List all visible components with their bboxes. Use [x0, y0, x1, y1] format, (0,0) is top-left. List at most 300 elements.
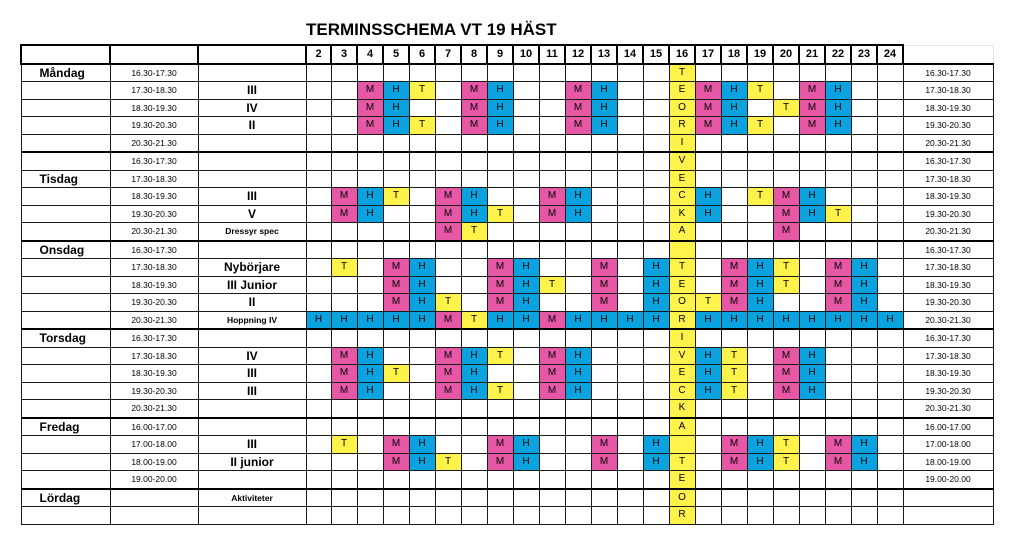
schedule-cell — [565, 400, 591, 418]
schedule-cell: H — [747, 276, 773, 294]
schedule-cell — [851, 329, 877, 347]
schedule-cell — [617, 188, 643, 206]
schedule-cell — [306, 152, 331, 170]
schedule-cell — [877, 418, 903, 436]
schedule-cell — [773, 170, 799, 188]
schedule-cell: T — [487, 382, 513, 400]
schedule-cell — [643, 64, 669, 82]
schedule-cell — [773, 64, 799, 82]
schedule-cell — [851, 223, 877, 241]
schedule-cell — [409, 152, 435, 170]
schedule-cell: T — [487, 205, 513, 223]
time-cell: 19.30-20.30 — [110, 205, 198, 223]
schedule-cell — [721, 418, 747, 436]
schedule-cell — [877, 453, 903, 471]
schedule-cell — [591, 507, 617, 525]
schedule-cell: H — [565, 205, 591, 223]
schedule-cell — [825, 382, 851, 400]
schedule-cell: H — [747, 294, 773, 312]
schedule-cell — [461, 471, 487, 489]
right-time-cell: 16.30-17.30 — [903, 152, 993, 170]
schedule-cell — [773, 117, 799, 135]
schedule-cell: M — [383, 294, 409, 312]
schedule-cell: M — [721, 259, 747, 277]
teori-cell — [669, 241, 695, 259]
schedule-cell: H — [591, 82, 617, 100]
schedule-cell — [435, 99, 461, 117]
schedule-cell — [357, 64, 383, 82]
schedule-cell — [435, 507, 461, 525]
schedule-cell — [799, 152, 825, 170]
teori-cell: E — [669, 365, 695, 383]
schedule-row — [21, 117, 993, 135]
teori-cell: I — [669, 329, 695, 347]
schedule-cell: H — [383, 311, 409, 329]
week-header: 3 — [331, 45, 357, 64]
schedule-cell — [383, 134, 409, 152]
schedule-cell — [513, 205, 539, 223]
schedule-cell — [461, 453, 487, 471]
teori-cell: E — [669, 170, 695, 188]
schedule-cell — [773, 471, 799, 489]
schedule-cell: M — [773, 365, 799, 383]
schedule-cell — [747, 170, 773, 188]
schedule-cell: M — [773, 188, 799, 206]
schedule-cell — [409, 205, 435, 223]
schedule-cell — [747, 152, 773, 170]
schedule-cell — [383, 418, 409, 436]
schedule-cell — [825, 152, 851, 170]
schedule-cell — [643, 170, 669, 188]
schedule-cell — [799, 436, 825, 454]
schedule-cell — [435, 400, 461, 418]
schedule-cell — [435, 64, 461, 82]
schedule-cell: H — [565, 188, 591, 206]
schedule-cell — [306, 82, 331, 100]
schedule-cell — [799, 259, 825, 277]
schedule-cell — [773, 507, 799, 525]
schedule-cell: T — [487, 347, 513, 365]
time-cell: 18.30-19.30 — [110, 276, 198, 294]
schedule-cell — [306, 134, 331, 152]
schedule-row — [21, 82, 993, 100]
schedule-row — [21, 365, 993, 383]
schedule-cell — [721, 152, 747, 170]
schedule-cell — [591, 64, 617, 82]
schedule-cell: H — [695, 365, 721, 383]
level-cell — [198, 400, 306, 418]
day-cell — [21, 276, 110, 294]
schedule-cell — [747, 471, 773, 489]
schedule-cell — [539, 294, 565, 312]
schedule-cell — [773, 294, 799, 312]
schedule-cell — [435, 170, 461, 188]
schedule-cell — [773, 418, 799, 436]
schedule-cell — [306, 259, 331, 277]
schedule-cell — [851, 489, 877, 507]
schedule-cell: H — [695, 188, 721, 206]
schedule-cell — [591, 382, 617, 400]
right-time-cell: 18.30-19.30 — [903, 99, 993, 117]
schedule-cell: H — [487, 117, 513, 135]
schedule-cell — [513, 117, 539, 135]
schedule-cell: H — [357, 382, 383, 400]
day-cell — [21, 259, 110, 277]
schedule-cell: H — [409, 276, 435, 294]
schedule-cell — [306, 489, 331, 507]
schedule-cell: H — [643, 259, 669, 277]
schedule-cell: H — [409, 436, 435, 454]
schedule-cell — [306, 507, 331, 525]
schedule-cell: M — [357, 82, 383, 100]
time-cell: 16.30-17.30 — [110, 152, 198, 170]
schedule-cell — [799, 507, 825, 525]
schedule-cell — [877, 134, 903, 152]
level-cell: III — [198, 382, 306, 400]
teori-cell: O — [669, 489, 695, 507]
schedule-cell — [617, 99, 643, 117]
schedule-cell: H — [877, 311, 903, 329]
schedule-cell: H — [409, 453, 435, 471]
schedule-cell: M — [591, 276, 617, 294]
schedule-cell: M — [331, 365, 357, 383]
schedule-cell — [383, 329, 409, 347]
level-cell: III — [198, 436, 306, 454]
schedule-cell — [306, 64, 331, 82]
schedule-cell — [306, 99, 331, 117]
schedule-cell — [357, 418, 383, 436]
schedule-cell: M — [539, 382, 565, 400]
level-cell: II — [198, 294, 306, 312]
schedule-row — [21, 382, 993, 400]
schedule-cell — [539, 152, 565, 170]
schedule-cell — [643, 99, 669, 117]
schedule-cell — [825, 489, 851, 507]
schedule-cell — [695, 259, 721, 277]
teori-cell: A — [669, 418, 695, 436]
schedule-cell — [306, 117, 331, 135]
schedule-cell: M — [383, 453, 409, 471]
schedule-cell — [877, 471, 903, 489]
teori-cell: V — [669, 152, 695, 170]
schedule-cell: M — [565, 82, 591, 100]
schedule-cell — [565, 170, 591, 188]
schedule-cell: M — [487, 294, 513, 312]
schedule-cell — [513, 400, 539, 418]
schedule-cell — [539, 82, 565, 100]
schedule-cell — [591, 400, 617, 418]
teori-cell: R — [669, 311, 695, 329]
schedule-cell — [799, 241, 825, 259]
schedule-cell — [539, 329, 565, 347]
schedule-cell — [357, 507, 383, 525]
schedule-cell — [877, 507, 903, 525]
schedule-cell — [747, 489, 773, 507]
schedule-cell: H — [461, 365, 487, 383]
right-time-cell: 19.30-20.30 — [903, 117, 993, 135]
schedule-cell — [877, 64, 903, 82]
schedule-cell: H — [591, 99, 617, 117]
schedule-cell: M — [721, 276, 747, 294]
schedule-cell: M — [721, 453, 747, 471]
schedule-cell — [877, 82, 903, 100]
schedule-cell: T — [721, 365, 747, 383]
schedule-cell — [357, 259, 383, 277]
schedule-cell: M — [357, 99, 383, 117]
schedule-cell — [799, 400, 825, 418]
schedule-cell — [513, 152, 539, 170]
schedule-cell — [591, 134, 617, 152]
schedule-cell: H — [617, 311, 643, 329]
schedule-cell — [331, 400, 357, 418]
header-time-cell — [110, 45, 198, 64]
schedule-cell — [825, 134, 851, 152]
time-cell: 18.30-19.30 — [110, 365, 198, 383]
schedule-row — [21, 507, 993, 525]
schedule-cell: M — [331, 347, 357, 365]
schedule-cell — [877, 223, 903, 241]
schedule-cell: M — [565, 117, 591, 135]
day-cell: Lördag — [21, 489, 110, 507]
schedule-row — [21, 223, 993, 241]
schedule-cell — [643, 471, 669, 489]
schedule-cell — [487, 170, 513, 188]
schedule-cell: H — [461, 205, 487, 223]
right-time-cell: 17.30-18.30 — [903, 259, 993, 277]
schedule-cell — [773, 82, 799, 100]
schedule-cell — [825, 347, 851, 365]
time-cell: 17.00-18.00 — [110, 436, 198, 454]
schedule-cell — [617, 205, 643, 223]
schedule-cell — [539, 400, 565, 418]
schedule-cell — [851, 418, 877, 436]
time-cell: 19.30-20.30 — [110, 117, 198, 135]
schedule-row — [21, 134, 993, 152]
week-header: 5 — [383, 45, 409, 64]
level-cell: III — [198, 188, 306, 206]
right-time-cell: 19.30-20.30 — [903, 294, 993, 312]
schedule-cell: M — [487, 276, 513, 294]
schedule-cell — [643, 82, 669, 100]
schedule-cell — [851, 471, 877, 489]
schedule-cell: H — [747, 436, 773, 454]
day-cell: Tisdag — [21, 170, 110, 188]
schedule-cell — [435, 276, 461, 294]
schedule-row — [21, 64, 993, 82]
schedule-cell — [773, 152, 799, 170]
schedule-cell — [773, 241, 799, 259]
schedule-cell: M — [773, 347, 799, 365]
schedule-cell: H — [357, 365, 383, 383]
schedule-cell: M — [695, 117, 721, 135]
schedule-cell — [487, 152, 513, 170]
schedule-cell: H — [306, 311, 331, 329]
schedule-cell: H — [487, 99, 513, 117]
level-cell: IV — [198, 99, 306, 117]
schedule-cell: H — [565, 365, 591, 383]
time-cell: 17.30-18.30 — [110, 82, 198, 100]
schedule-cell — [565, 152, 591, 170]
schedule-cell — [331, 134, 357, 152]
schedule-cell — [383, 400, 409, 418]
header-day-cell — [21, 45, 110, 64]
day-cell: Fredag — [21, 418, 110, 436]
schedule-cell — [877, 294, 903, 312]
day-cell — [21, 436, 110, 454]
schedule-cell — [591, 188, 617, 206]
schedule-cell — [331, 64, 357, 82]
schedule-cell — [825, 365, 851, 383]
schedule-cell — [643, 507, 669, 525]
schedule-cell — [851, 170, 877, 188]
schedule-cell — [565, 329, 591, 347]
schedule-cell: T — [409, 117, 435, 135]
schedule-cell — [721, 134, 747, 152]
schedule-cell — [565, 241, 591, 259]
level-cell — [198, 170, 306, 188]
schedule-cell — [409, 418, 435, 436]
schedule-cell — [539, 134, 565, 152]
week-header: 2 — [306, 45, 331, 64]
schedule-cell — [877, 347, 903, 365]
schedule-cell — [643, 205, 669, 223]
schedule-cell: H — [383, 82, 409, 100]
level-cell — [198, 241, 306, 259]
schedule-cell — [721, 329, 747, 347]
schedule-cell — [487, 223, 513, 241]
schedule-cell: H — [773, 311, 799, 329]
schedule-cell: H — [643, 453, 669, 471]
schedule-cell — [435, 489, 461, 507]
schedule-cell — [747, 223, 773, 241]
schedule-cell — [773, 400, 799, 418]
schedule-cell — [695, 329, 721, 347]
week-header: 13 — [591, 45, 617, 64]
schedule-cell — [825, 471, 851, 489]
schedule-cell — [357, 453, 383, 471]
schedule-cell: T — [773, 276, 799, 294]
schedule-cell — [461, 152, 487, 170]
schedule-cell — [487, 134, 513, 152]
schedule-cell — [331, 117, 357, 135]
schedule-cell: T — [331, 436, 357, 454]
week-header: 16 — [669, 45, 695, 64]
schedule-cell — [383, 489, 409, 507]
schedule-cell: H — [721, 99, 747, 117]
schedule-cell — [539, 436, 565, 454]
schedule-cell — [617, 82, 643, 100]
schedule-cell — [435, 259, 461, 277]
schedule-cell: M — [825, 436, 851, 454]
schedule-row — [21, 453, 993, 471]
schedule-cell — [331, 471, 357, 489]
schedule-cell — [539, 99, 565, 117]
schedule-cell: H — [513, 294, 539, 312]
schedule-cell — [747, 134, 773, 152]
schedule-cell — [721, 489, 747, 507]
teori-cell: O — [669, 294, 695, 312]
schedule-cell — [643, 347, 669, 365]
schedule-cell — [357, 436, 383, 454]
teori-cell: V — [669, 347, 695, 365]
schedule-cell: M — [825, 294, 851, 312]
schedule-cell: H — [565, 347, 591, 365]
schedule-cell — [643, 134, 669, 152]
schedule-cell — [306, 241, 331, 259]
level-cell: III — [198, 82, 306, 100]
schedule-row — [21, 471, 993, 489]
right-time-cell: 20.30-21.30 — [903, 400, 993, 418]
schedule-cell — [539, 453, 565, 471]
schedule-cell: M — [721, 436, 747, 454]
day-cell — [21, 188, 110, 206]
schedule-cell: M — [435, 382, 461, 400]
schedule-cell — [306, 188, 331, 206]
day-cell — [21, 205, 110, 223]
schedule-cell: M — [435, 223, 461, 241]
week-header: 12 — [565, 45, 591, 64]
schedule-cell — [721, 64, 747, 82]
schedule-cell — [643, 489, 669, 507]
schedule-cell — [383, 347, 409, 365]
schedule-cell — [617, 276, 643, 294]
schedule-cell: M — [487, 453, 513, 471]
schedule-cell — [409, 134, 435, 152]
right-time-cell: 18.30-19.30 — [903, 365, 993, 383]
day-cell — [21, 347, 110, 365]
schedule-cell — [461, 507, 487, 525]
schedule-cell: T — [435, 453, 461, 471]
level-cell — [198, 507, 306, 525]
schedule-cell — [617, 64, 643, 82]
schedule-cell — [487, 188, 513, 206]
schedule-cell: M — [539, 311, 565, 329]
schedule-cell — [877, 329, 903, 347]
teori-cell: E — [669, 276, 695, 294]
level-cell: III Junior — [198, 276, 306, 294]
schedule-cell — [565, 453, 591, 471]
schedule-cell — [643, 418, 669, 436]
week-header: 21 — [799, 45, 825, 64]
schedule-cell — [591, 152, 617, 170]
schedule-cell — [331, 329, 357, 347]
schedule-cell: M — [383, 436, 409, 454]
schedule-cell — [409, 329, 435, 347]
time-cell: 17.30-18.30 — [110, 259, 198, 277]
schedule-cell — [435, 117, 461, 135]
schedule-cell: H — [409, 311, 435, 329]
schedule-cell — [695, 134, 721, 152]
schedule-cell — [306, 294, 331, 312]
schedule-cell — [643, 188, 669, 206]
schedule-cell: H — [721, 82, 747, 100]
schedule-cell — [695, 152, 721, 170]
level-cell: Dressyr spec — [198, 223, 306, 241]
time-cell: 20.30-21.30 — [110, 311, 198, 329]
right-time-cell: 17.30-18.30 — [903, 170, 993, 188]
schedule-cell — [513, 82, 539, 100]
time-cell: 18.30-19.30 — [110, 99, 198, 117]
level-cell: V — [198, 205, 306, 223]
schedule-cell — [383, 64, 409, 82]
schedule-cell: M — [591, 259, 617, 277]
schedule-cell — [877, 489, 903, 507]
schedule-cell: M — [435, 311, 461, 329]
schedule-cell — [565, 436, 591, 454]
schedule-cell — [539, 241, 565, 259]
schedule-row — [21, 311, 993, 329]
schedule-cell — [565, 471, 591, 489]
